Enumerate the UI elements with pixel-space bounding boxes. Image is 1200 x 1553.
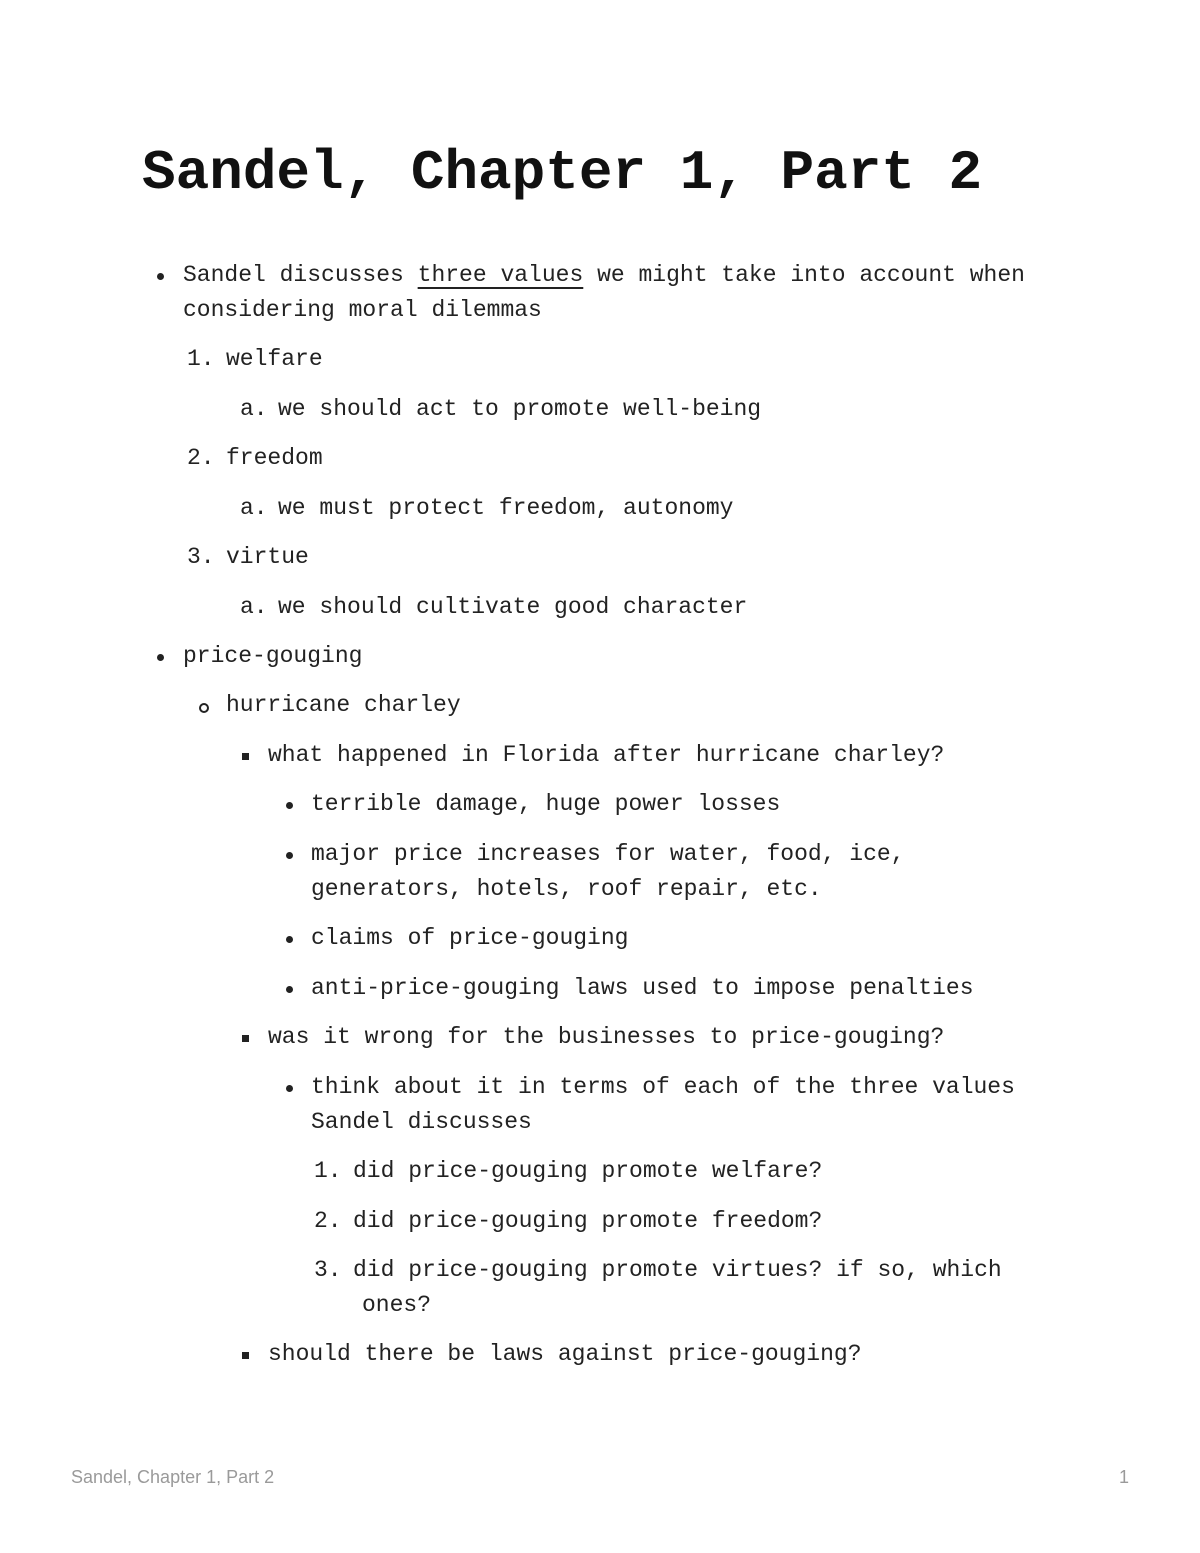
bullet-disc-icon	[286, 1085, 293, 1092]
intro-text-before: Sandel discusses	[183, 262, 418, 288]
value-sub-text: we should act to promote well-being	[278, 396, 762, 422]
numbered-question: did price-gouging promote freedom?	[353, 1208, 823, 1234]
value-label-virtue: virtue	[226, 544, 309, 570]
intro-underlined-text: three values	[417, 262, 584, 288]
numbered-question-number: 3.	[314, 1257, 342, 1283]
footer-title: Sandel, Chapter 1, Part 2	[71, 1467, 275, 1487]
numbered-question-number: 1.	[314, 1158, 342, 1184]
question-florida: what happened in Florida after hurricane charley?	[268, 742, 945, 768]
value-sub-letter: a.	[240, 396, 268, 422]
value-label-welfare: welfare	[226, 346, 323, 372]
bullet-square-icon	[242, 753, 249, 760]
value-sub-letter: a.	[240, 594, 268, 620]
question-laws: should there be laws against price-gouging?	[268, 1341, 862, 1367]
bullet-disc-icon	[286, 986, 293, 993]
intro-line	[183, 258, 1025, 293]
numbered-question: did price-gouging promote welfare?	[353, 1158, 823, 1184]
value-sub-letter: a.	[240, 495, 268, 521]
intro-continuation: considering moral dilemmas	[183, 297, 542, 323]
numbered-question-continuation: ones?	[362, 1292, 432, 1318]
list-item: terrible damage, huge power losses	[311, 791, 781, 817]
bullet-disc-icon	[157, 654, 164, 661]
list-item-continuation: generators, hotels, roof repair, etc.	[311, 876, 822, 902]
intro-text-after: we might take into account when	[583, 262, 1025, 288]
page-title: Sandel, Chapter 1, Part 2	[142, 141, 983, 205]
bullet-circle-icon	[199, 703, 209, 713]
footer-page-number: 1	[1118, 1467, 1129, 1487]
value-number: 2.	[187, 445, 215, 471]
list-item: anti-price-gouging laws used to impose penalties	[311, 975, 974, 1001]
bullet-disc-icon	[286, 802, 293, 809]
bullet-square-icon	[242, 1352, 249, 1359]
list-item: claims of price-gouging	[311, 925, 629, 951]
numbered-question: did price-gouging promote virtues? if so, which	[353, 1257, 1002, 1283]
value-number: 3.	[187, 544, 215, 570]
value-number: 1.	[187, 346, 215, 372]
hurricane-label: hurricane charley	[226, 692, 461, 718]
bullet-disc-icon	[157, 273, 164, 280]
numbered-question-number: 2.	[314, 1208, 342, 1234]
bullet-disc-icon	[286, 852, 293, 859]
question-wrong: was it wrong for the businesses to price-gouging?	[268, 1024, 945, 1050]
think-line: think about it in terms of each of the three values	[311, 1074, 1015, 1100]
bullet-disc-icon	[286, 936, 293, 943]
bullet-square-icon	[242, 1035, 249, 1042]
think-line-continuation: Sandel discusses	[311, 1109, 532, 1135]
price-gouging-label: price-gouging	[183, 643, 363, 669]
list-item: major price increases for water, food, ice,	[311, 841, 905, 867]
value-sub-text: we should cultivate good character	[278, 594, 748, 620]
value-label-freedom: freedom	[226, 445, 323, 471]
value-sub-text: we must protect freedom, autonomy	[278, 495, 734, 521]
